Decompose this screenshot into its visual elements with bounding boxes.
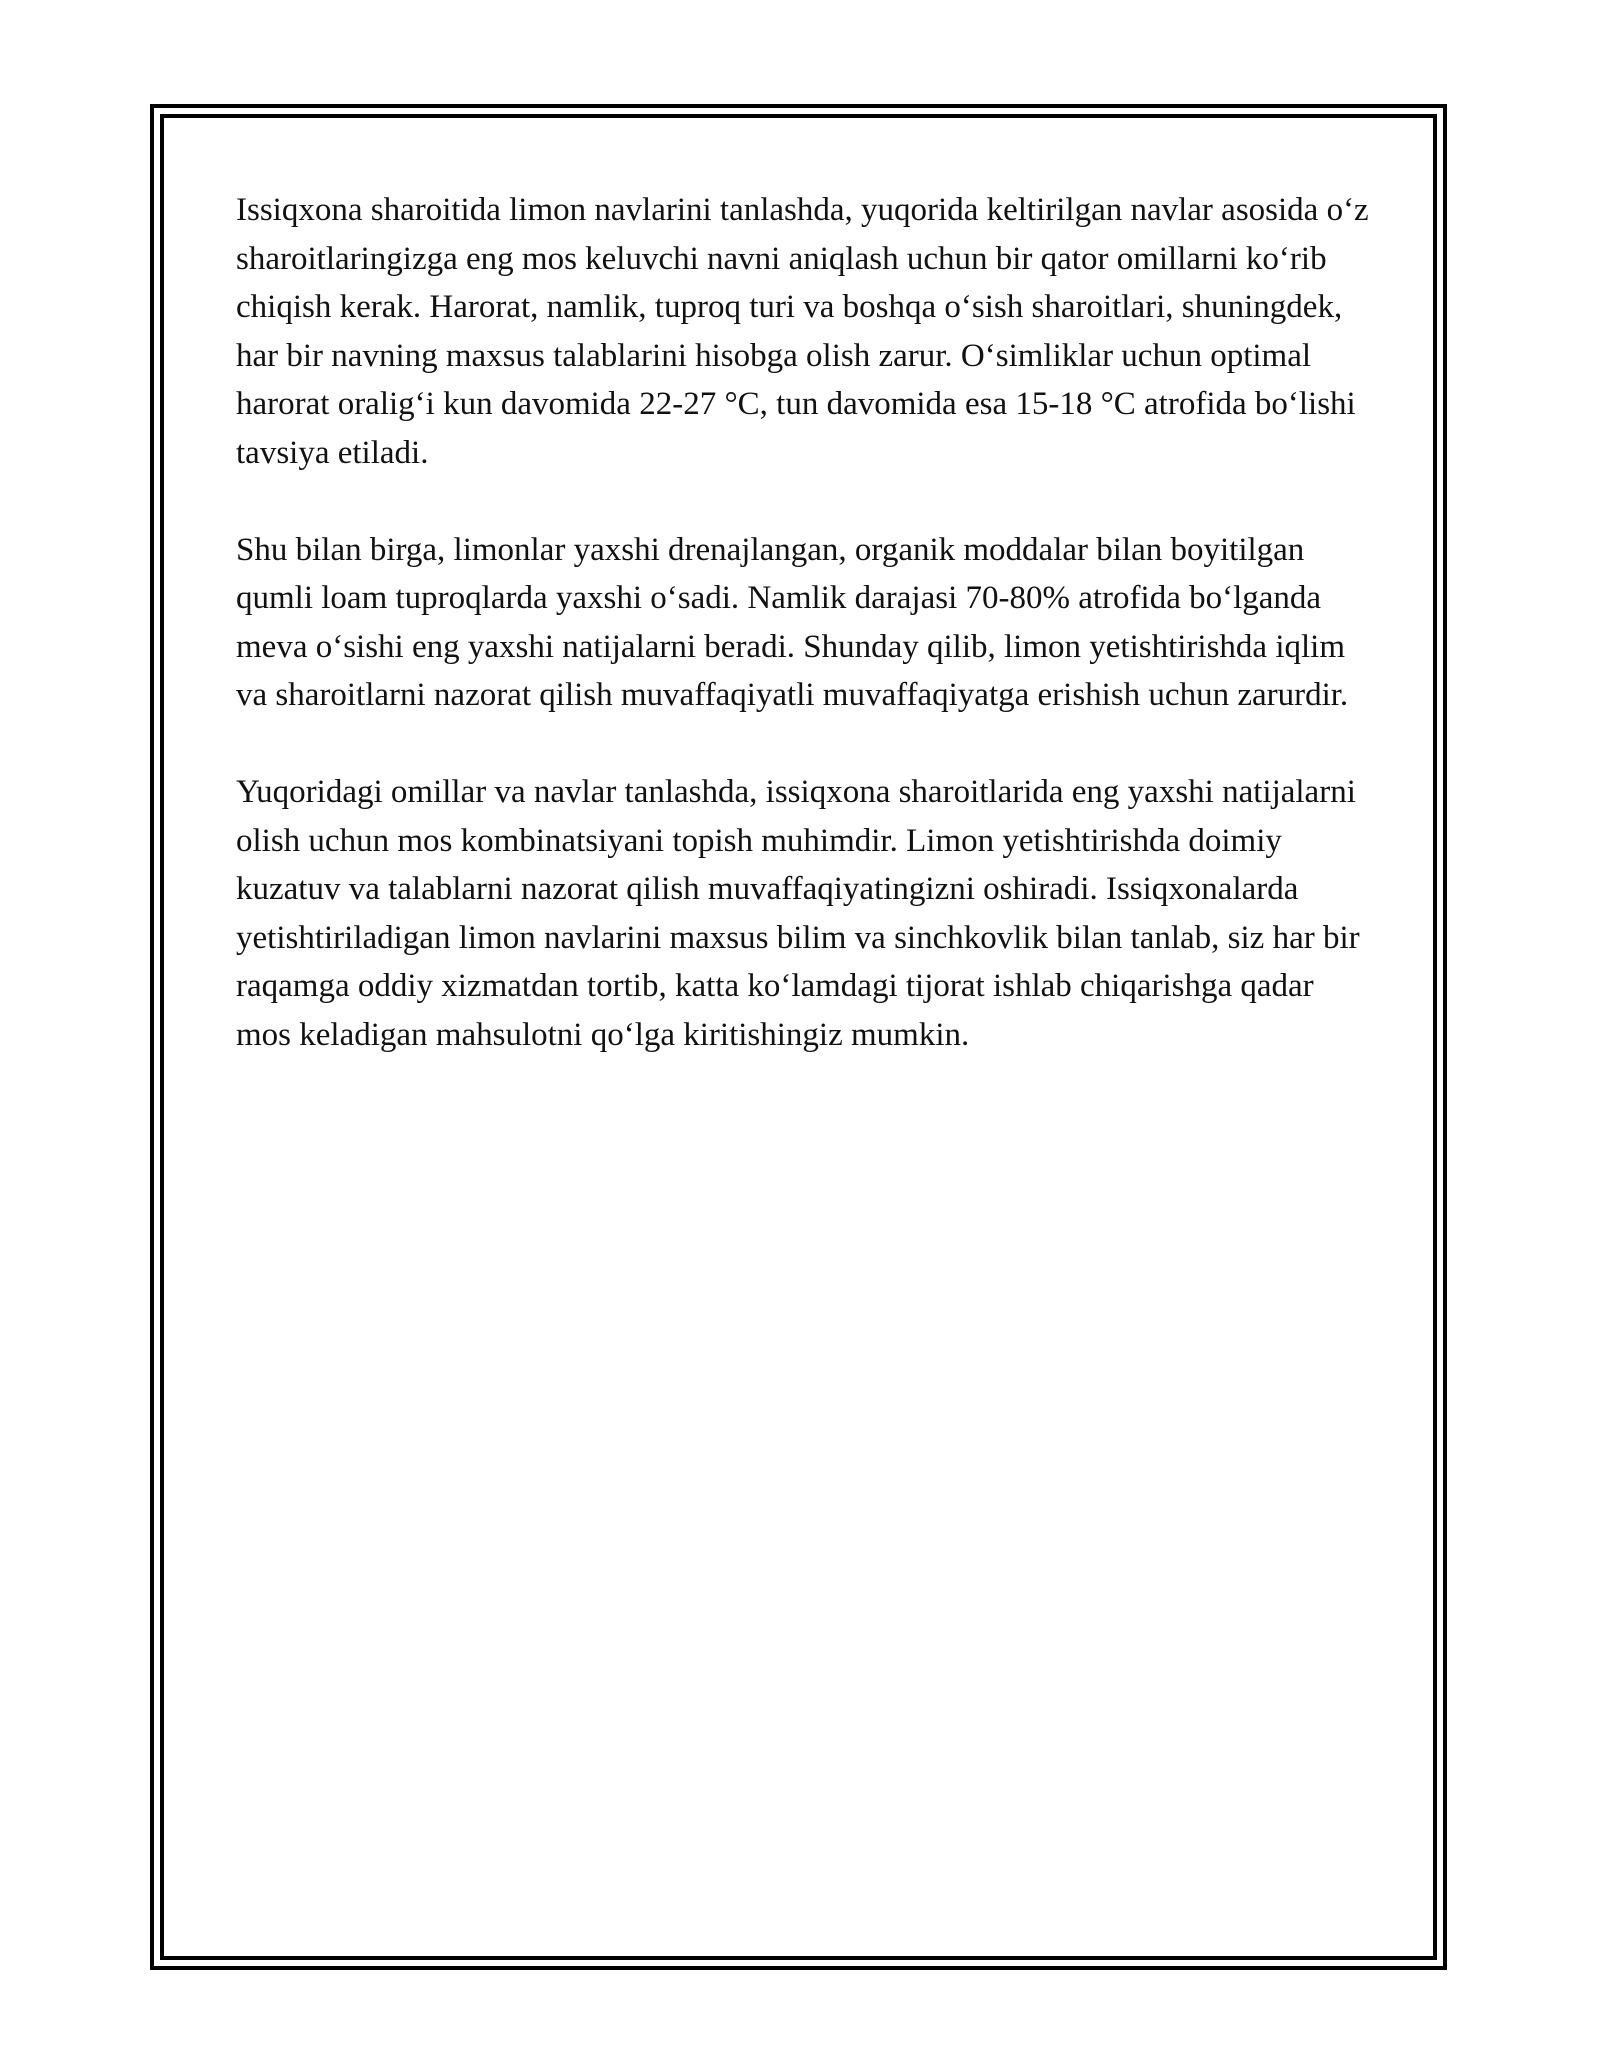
paragraph-3: Yuqoridagi omillar va navlar tanlashda, issiqxona sharoitlarida eng yaxshi natijalarni olish uchun mos kombinatsiyani topish muhimdir. Limon yetishtirishda doimiy kuzatuv va talablarni nazorat qilish muvaffaqiyatingizni oshiradi. Issiqxonalarda yetishtiriladigan limon navlarini maxsus bilim va sinchkovlik bilan tanlab, siz har bir raqamga oddiy xizmatdan tortib, katta ko‘lamdagi tijorat ishlab chiqarishga qadar mos keladigan mahsulotni qo‘lga kiritishingiz mumkin. [236, 774, 1360, 1053]
document-body [236, 186, 1376, 1059]
paragraph-2: Shu bilan birga, limonlar yaxshi drenajlangan, organik moddalar bilan boyitilgan qumli loam tuproqlarda yaxshi o‘sadi. Namlik darajasi 70-80% atrofida bo‘lganda meva o‘sishi eng yaxshi natijalarni beradi. Shunday qilib, limon yetishtirishda iqlim va sharoitlarni nazorat qilish muvaffaqiyatli muvaffaqiyatga erishish uchun zarurdir. [236, 531, 1349, 713]
paragraph-1: Issiqxona sharoitida limon navlarini tanlashda, yuqorida keltirilgan navlar asosida o‘z sharoitlaringizga eng mos keluvchi navni aniqlash uchun bir qator omillarni ko‘rib chiqish kerak. Harorat, namlik, tuproq turi va boshqa o‘sish sharoitlari, shuningdek, har bir navning maxsus talablarini hisobga olish zarur. O‘simliklar uchun optimal harorat oralig‘i kun davomida 22-27 °C, tun davomida esa 15-18 °C atrofida bo‘lishi tavsiya etiladi. [236, 192, 1369, 471]
